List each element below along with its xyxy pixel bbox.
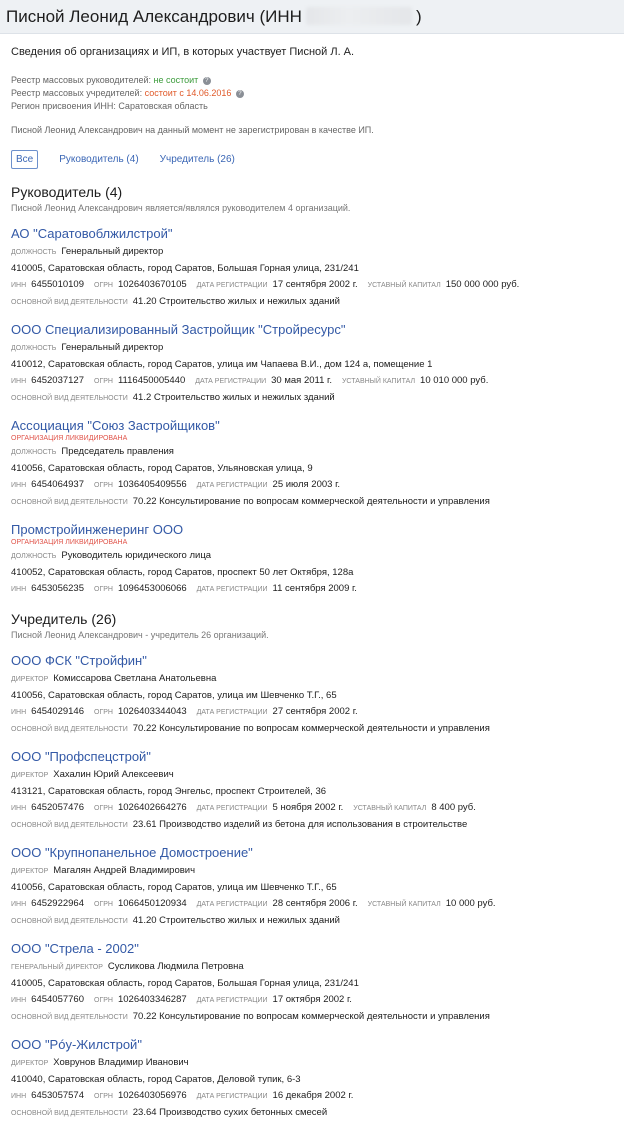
not-ip-note: Писной Леонид Александрович на данный момент не зарегистрирован в качестве ИП. — [11, 125, 374, 135]
activity-value: 41.20 Строительство жилых и нежилых зданий — [132, 296, 340, 307]
section-title: Руководитель (4) — [11, 184, 123, 200]
reg-date-value: 30 мая 2011 г. — [271, 375, 332, 386]
managers-org-list — [11, 226, 613, 596]
org-address: 410056, Саратовская область, город Саратов, улица им Шевченко Т.Г., 65 — [11, 882, 337, 893]
help-icon[interactable]: ? — [236, 90, 244, 98]
ogrn-label: ОГРН — [94, 586, 113, 593]
activity-label: ОСНОВНОЙ ВИД ДЕЯТЕЛЬНОСТИ — [11, 1014, 128, 1021]
managers-registry-row: Реестр массовых руководителей: не состоит ? — [11, 74, 613, 87]
role-value: Ховрунов Владимир Иванович — [53, 1057, 189, 1068]
filter-tabs — [11, 149, 613, 169]
activity-value: 23.64 Производство сухих бетонных смесей — [132, 1107, 328, 1118]
role-label: ДИРЕКТОР — [11, 1060, 49, 1067]
ogrn-label: ОГРН — [94, 482, 113, 489]
reg-date-value: 11 сентября 2009 г. — [272, 583, 357, 594]
reg-date-label: ДАТА РЕГИСТРАЦИИ — [196, 805, 268, 812]
org-name-link[interactable]: ООО "Профспецстрой" — [11, 749, 151, 764]
org-name-link[interactable]: ООО Специализированный Застройщик "Стройресурс" — [11, 322, 346, 337]
inn-label: ИНН — [11, 997, 27, 1004]
org-role-row — [11, 1056, 613, 1070]
activity-value: 41.2 Строительство жилых и нежилых зданий — [132, 392, 335, 403]
inn-label: ИНН — [11, 282, 27, 289]
ogrn-label: ОГРН — [94, 1093, 113, 1100]
section-subtitle: Писной Леонид Александрович является/являлся руководителем 4 организаций. — [11, 203, 351, 213]
inn-label: ИНН — [11, 901, 27, 908]
ogrn-label: ОГРН — [94, 282, 113, 289]
capital-value: 150 000 000 руб. — [445, 279, 520, 290]
ogrn-value: 1036405409556 — [117, 479, 187, 490]
org-address: 410005, Саратовская область, город Саратов, Большая Горная улица, 231/241 — [11, 263, 359, 274]
org-ids-row — [11, 374, 613, 388]
activity-value: 70.22 Консультирование по вопросам коммерческой деятельности и управления — [132, 723, 490, 734]
activity-label: ОСНОВНОЙ ВИД ДЕЯТЕЛЬНОСТИ — [11, 918, 128, 925]
managers-section — [11, 184, 613, 596]
activity-label: ОСНОВНОЙ ВИД ДЕЯТЕЛЬНОСТИ — [11, 726, 128, 733]
role-label: ДИРЕКТОР — [11, 772, 49, 779]
org-activity-row — [11, 914, 613, 928]
org-name-link[interactable]: ООО "Стрела - 2002" — [11, 941, 139, 956]
ogrn-value: 1026403344043 — [117, 706, 187, 717]
org-address: 410052, Саратовская область, город Саратов, проспект 50 лет Октября, 128а — [11, 567, 354, 578]
org-ids-row — [11, 897, 613, 911]
role-label: ДИРЕКТОР — [11, 676, 49, 683]
inn-label: ИНН — [11, 378, 27, 385]
org-address: 410040, Саратовская область, город Саратов, Деловой тупик, 6-3 — [11, 1074, 301, 1085]
inn-value: 6452037127 — [31, 375, 84, 386]
org-role-row — [11, 549, 613, 563]
org-ids-row — [11, 705, 613, 719]
org-ids-row — [11, 478, 613, 492]
role-label: ДОЛЖНОСТЬ — [11, 553, 57, 560]
org-ids-row — [11, 801, 613, 815]
capital-label: УСТАВНЫЙ КАПИТАЛ — [367, 901, 441, 908]
org-role-row — [11, 445, 613, 459]
page-header — [0, 0, 624, 34]
org-role-row — [11, 768, 613, 782]
role-label: ГЕНЕРАЛЬНЫЙ ДИРЕКТОР — [11, 964, 103, 971]
activity-label: ОСНОВНОЙ ВИД ДЕЯТЕЛЬНОСТИ — [11, 395, 128, 402]
org-ids-row — [11, 582, 613, 596]
org-activity-row — [11, 391, 613, 405]
org-address: 410056, Саратовская область, город Саратов, улица им Шевченко Т.Г., 65 — [11, 690, 337, 701]
capital-value: 10 000 руб. — [445, 898, 496, 909]
founders-section — [11, 611, 613, 1120]
role-value: Председатель правления — [61, 446, 174, 457]
inn-region: Регион присвоения ИНН: Саратовская область — [11, 101, 208, 111]
reg-date-value: 16 декабря 2002 г. — [272, 1090, 354, 1101]
reg-date-value: 27 сентября 2002 г. — [272, 706, 358, 717]
org-activity-row — [11, 722, 613, 736]
org-name-link[interactable]: ООО ФСК "Стройфин" — [11, 653, 147, 668]
ogrn-value: 1116450005440 — [117, 375, 186, 386]
intro-text: Сведения об организациях и ИП, в которых участвует Писной Л. А. — [11, 46, 355, 58]
org-role-row — [11, 864, 613, 878]
founders-org-list — [11, 653, 613, 1120]
org-card — [11, 941, 613, 1024]
reg-date-label: ДАТА РЕГИСТРАЦИИ — [196, 997, 268, 1004]
filter-manager-link[interactable]: Руководитель (4) — [59, 153, 139, 165]
reg-date-label: ДАТА РЕГИСТРАЦИИ — [196, 482, 268, 489]
reg-date-value: 17 октября 2002 г. — [272, 994, 352, 1005]
org-card — [11, 653, 613, 736]
role-value: Хахалин Юрий Алексеевич — [53, 769, 174, 780]
org-status: ОРГАНИЗАЦИЯ ЛИКВИДИРОВАНА — [11, 539, 128, 546]
activity-label: ОСНОВНОЙ ВИД ДЕЯТЕЛЬНОСТИ — [11, 299, 128, 306]
role-value: Генеральный директор — [61, 246, 164, 257]
reg-date-label: ДАТА РЕГИСТРАЦИИ — [196, 1093, 268, 1100]
reg-date-value: 17 сентября 2002 г. — [272, 279, 358, 290]
ogrn-value: 1096453006066 — [117, 583, 187, 594]
activity-value: 70.22 Консультирование по вопросам коммерческой деятельности и управления — [132, 496, 490, 507]
ogrn-value: 1026403346287 — [117, 994, 187, 1005]
activity-label: ОСНОВНОЙ ВИД ДЕЯТЕЛЬНОСТИ — [11, 1110, 128, 1117]
page-title: Писной Леонид Александрович (ИНН ) — [6, 6, 422, 26]
activity-value: 41.20 Строительство жилых и нежилых зданий — [132, 915, 340, 926]
inn-redacted-blur — [306, 7, 412, 25]
reg-date-value: 25 июля 2003 г. — [272, 479, 341, 490]
role-value: Комиссарова Светлана Анатольевна — [53, 673, 217, 684]
reg-date-label: ДАТА РЕГИСТРАЦИИ — [196, 901, 268, 908]
role-value: Магалян Андрей Владимирович — [53, 865, 196, 876]
filter-founder-link[interactable]: Учредитель (26) — [159, 153, 235, 165]
org-name-link[interactable]: Промстройинженеринг ООО — [11, 522, 184, 537]
org-card — [11, 1037, 613, 1120]
org-name-link[interactable]: ООО "Крупнопанельное Домостроение" — [11, 845, 253, 860]
org-ids-row — [11, 993, 613, 1007]
org-role-row — [11, 960, 613, 974]
ogrn-label: ОГРН — [94, 901, 113, 908]
org-name-link[interactable]: Ассоциация "Союз Застройщиков" — [11, 418, 220, 433]
ogrn-label: ОГРН — [94, 709, 113, 716]
ogrn-value: 1066450120934 — [117, 898, 187, 909]
org-card — [11, 845, 613, 928]
inn-value: 6453057574 — [31, 1090, 84, 1101]
org-ids-row — [11, 1089, 613, 1103]
inn-value: 6455010109 — [31, 279, 84, 290]
inn-value: 6454064937 — [31, 479, 84, 490]
capital-label: УСТАВНЫЙ КАПИТАЛ — [353, 805, 427, 812]
org-address: 413121, Саратовская область, город Энгельс, проспект Строителей, 36 — [11, 786, 327, 797]
activity-label: ОСНОВНОЙ ВИД ДЕЯТЕЛЬНОСТИ — [11, 499, 128, 506]
reg-date-value: 28 сентября 2006 г. — [272, 898, 358, 909]
org-activity-row — [11, 495, 613, 509]
ogrn-value: 1026402664276 — [117, 802, 187, 813]
capital-label: УСТАВНЫЙ КАПИТАЛ — [367, 282, 441, 289]
ogrn-value: 1026403056976 — [117, 1090, 187, 1101]
org-card — [11, 226, 613, 309]
org-address: 410056, Саратовская область, город Саратов, Ульяновская улица, 9 — [11, 463, 313, 474]
role-label: ДОЛЖНОСТЬ — [11, 249, 57, 256]
founders-registry-status: состоит с 14.06.2016 — [144, 88, 232, 98]
ogrn-label: ОГРН — [94, 997, 113, 1004]
org-name-link[interactable]: АО "Саратовоблжилстрой" — [11, 226, 173, 241]
org-name-link[interactable]: ООО "Рóу-Жилстрой" — [11, 1037, 142, 1052]
help-icon[interactable]: ? — [203, 77, 211, 85]
inn-value: 6453056235 — [31, 583, 84, 594]
section-subtitle: Писной Леонид Александрович - учредитель 26 организаций. — [11, 630, 269, 640]
capital-value: 8 400 руб. — [431, 802, 476, 813]
registry-info — [11, 74, 613, 113]
inn-value: 6452057476 — [31, 802, 84, 813]
reg-date-label: ДАТА РЕГИСТРАЦИИ — [196, 282, 268, 289]
org-role-row — [11, 245, 613, 259]
org-card — [11, 418, 613, 509]
capital-value: 10 010 000 руб. — [420, 375, 489, 386]
reg-date-value: 5 ноября 2002 г. — [272, 802, 344, 813]
inn-label: ИНН — [11, 709, 27, 716]
org-card — [11, 522, 613, 596]
org-address: 410012, Саратовская область, город Саратов, улица им Чапаева В.И., дом 124 а, помещение 1 — [11, 359, 433, 370]
role-value: Руководитель юридического лица — [61, 550, 212, 561]
inn-label: ИНН — [11, 586, 27, 593]
inn-label: ИНН — [11, 805, 27, 812]
inn-value: 6454029146 — [31, 706, 84, 717]
org-activity-row — [11, 295, 613, 309]
activity-label: ОСНОВНОЙ ВИД ДЕЯТЕЛЬНОСТИ — [11, 822, 128, 829]
org-activity-row — [11, 818, 613, 832]
org-ids-row — [11, 278, 613, 292]
reg-date-label: ДАТА РЕГИСТРАЦИИ — [195, 378, 267, 385]
main-content — [0, 46, 624, 1120]
org-status: ОРГАНИЗАЦИЯ ЛИКВИДИРОВАНА — [11, 435, 128, 442]
filter-all-button[interactable]: Все — [11, 150, 38, 169]
org-activity-row — [11, 1106, 613, 1120]
inn-label: ИНН — [11, 1093, 27, 1100]
role-label: ДОЛЖНОСТЬ — [11, 449, 57, 456]
activity-value: 23.61 Производство изделий из бетона для использования в строительстве — [132, 819, 468, 830]
role-label: ДОЛЖНОСТЬ — [11, 345, 57, 352]
role-value: Генеральный директор — [61, 342, 164, 353]
org-card — [11, 749, 613, 832]
org-role-row — [11, 341, 613, 355]
org-activity-row — [11, 1010, 613, 1024]
inn-value: 6452922964 — [31, 898, 84, 909]
org-address: 410005, Саратовская область, город Саратов, Большая Горная улица, 231/241 — [11, 978, 359, 989]
section-title: Учредитель (26) — [11, 611, 117, 627]
reg-date-label: ДАТА РЕГИСТРАЦИИ — [196, 586, 268, 593]
inn-value: 6454057760 — [31, 994, 84, 1005]
role-value: Сусликова Людмила Петровна — [107, 961, 244, 972]
org-role-row — [11, 672, 613, 686]
founders-registry-row: Реестр массовых учредителей: состоит с 14.06.2016 ? — [11, 87, 613, 100]
ogrn-label: ОГРН — [94, 378, 113, 385]
ogrn-value: 1026403670105 — [117, 279, 187, 290]
role-label: ДИРЕКТОР — [11, 868, 49, 875]
reg-date-label: ДАТА РЕГИСТРАЦИИ — [196, 709, 268, 716]
capital-label: УСТАВНЫЙ КАПИТАЛ — [341, 378, 416, 385]
activity-value: 70.22 Консультирование по вопросам коммерческой деятельности и управления — [132, 1011, 490, 1022]
ogrn-label: ОГРН — [94, 805, 113, 812]
managers-registry-status: не состоит — [153, 75, 199, 85]
inn-label: ИНН — [11, 482, 27, 489]
org-card — [11, 322, 613, 405]
